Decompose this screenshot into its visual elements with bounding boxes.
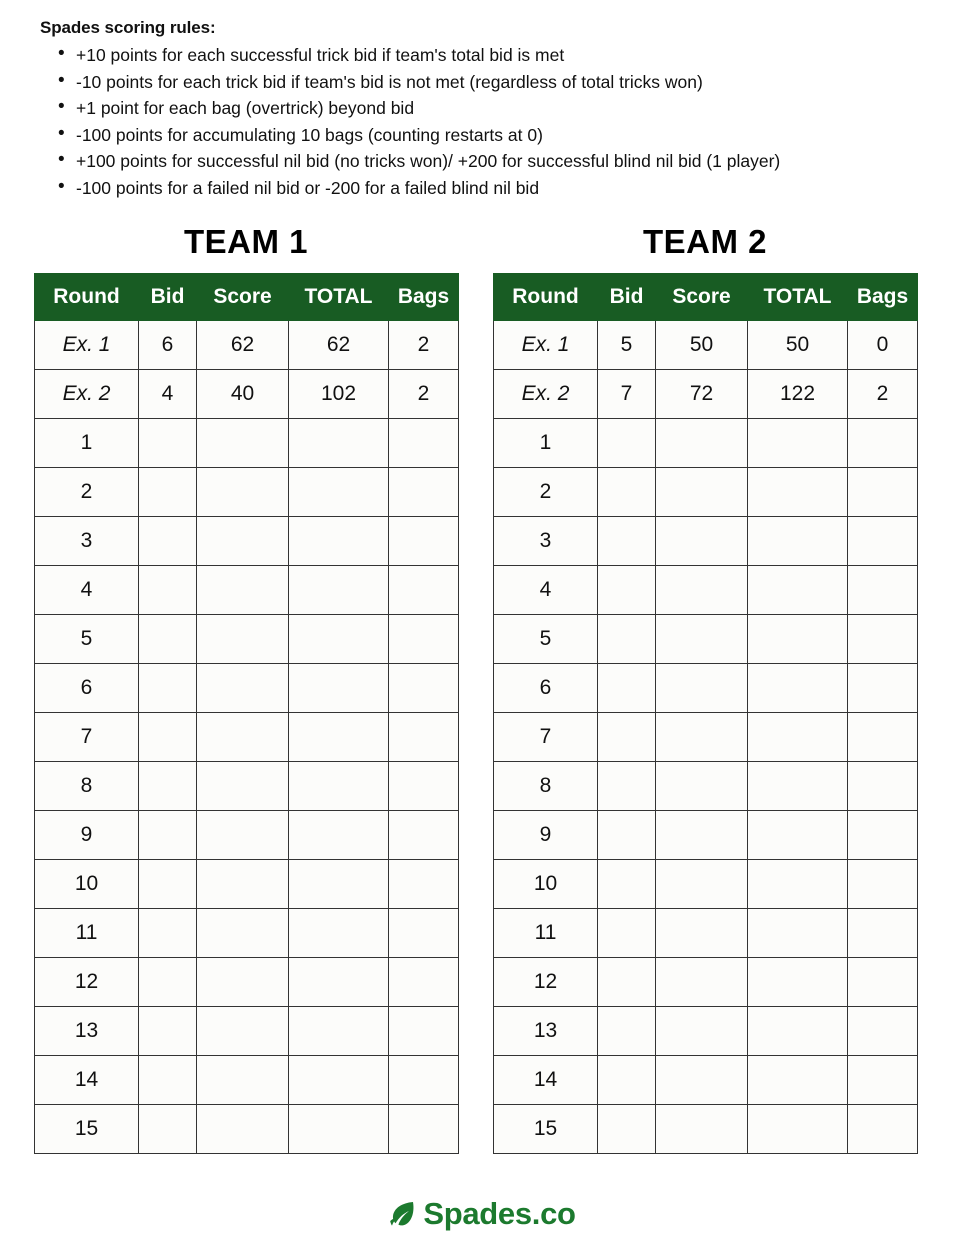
cell-bags[interactable] — [848, 664, 918, 713]
cell-bid[interactable] — [598, 860, 656, 909]
table-row — [494, 321, 918, 370]
cell-bags[interactable] — [389, 958, 459, 1007]
cell-round: 6 — [35, 664, 139, 713]
column-header-bags: Bags — [848, 274, 918, 321]
table-row — [35, 909, 459, 958]
table-row — [494, 713, 918, 762]
cell-bid[interactable] — [139, 958, 197, 1007]
cell-total[interactable] — [748, 566, 848, 615]
cell-round: 3 — [494, 517, 598, 566]
table-row — [494, 517, 918, 566]
cell-round: Ex. 2 — [494, 370, 598, 419]
table-row — [494, 1007, 918, 1056]
cell-bid[interactable] — [598, 566, 656, 615]
cell-bid[interactable] — [139, 909, 197, 958]
cell-round: Ex. 2 — [35, 370, 139, 419]
cell-score[interactable] — [656, 664, 748, 713]
team-2-rows — [494, 321, 918, 1154]
cell-bags[interactable] — [848, 909, 918, 958]
cell-bags[interactable] — [389, 468, 459, 517]
cell-score[interactable] — [197, 664, 289, 713]
cell-score[interactable]: 62 — [197, 321, 289, 370]
cell-bid[interactable] — [598, 909, 656, 958]
team-2-block — [493, 223, 917, 1154]
cell-total[interactable] — [289, 1105, 389, 1154]
cell-bid[interactable] — [139, 1105, 197, 1154]
table-row — [494, 1105, 918, 1154]
cell-bid[interactable] — [598, 664, 656, 713]
spade-leaf-icon — [390, 1200, 416, 1228]
cell-bid[interactable] — [139, 762, 197, 811]
cell-total[interactable] — [748, 811, 848, 860]
cell-bags[interactable] — [848, 811, 918, 860]
cell-bid[interactable] — [598, 1105, 656, 1154]
column-header-score: Score — [197, 274, 289, 321]
cell-bid[interactable] — [139, 664, 197, 713]
cell-bags[interactable] — [389, 1105, 459, 1154]
table-row — [494, 811, 918, 860]
team-1-score-table — [34, 273, 459, 1154]
cell-score[interactable] — [656, 468, 748, 517]
table-row — [494, 419, 918, 468]
table-row — [35, 762, 459, 811]
cell-bags[interactable] — [848, 468, 918, 517]
cell-bid[interactable] — [139, 811, 197, 860]
cell-total[interactable] — [748, 909, 848, 958]
table-row — [35, 811, 459, 860]
cell-bags[interactable] — [848, 958, 918, 1007]
cell-bid[interactable] — [139, 566, 197, 615]
cell-bid[interactable] — [139, 517, 197, 566]
table-row — [35, 860, 459, 909]
table-row — [494, 664, 918, 713]
cell-score[interactable] — [656, 517, 748, 566]
cell-bags[interactable] — [848, 860, 918, 909]
cell-bid[interactable]: 7 — [598, 370, 656, 419]
table-row — [35, 664, 459, 713]
cell-total[interactable] — [289, 517, 389, 566]
cell-bags[interactable] — [389, 419, 459, 468]
cell-score[interactable] — [656, 713, 748, 762]
cell-round: 13 — [494, 1007, 598, 1056]
cell-bags[interactable] — [848, 566, 918, 615]
cell-score[interactable] — [197, 811, 289, 860]
cell-score[interactable] — [656, 1105, 748, 1154]
rule-item: • +1 point for each bag (overtrick) beyond bid — [74, 95, 932, 122]
table-row — [35, 517, 459, 566]
cell-bid[interactable]: 4 — [139, 370, 197, 419]
cell-round: 5 — [494, 615, 598, 664]
cell-total[interactable] — [748, 419, 848, 468]
column-header-round: Round — [494, 274, 598, 321]
cell-score[interactable] — [656, 860, 748, 909]
cell-score[interactable] — [656, 615, 748, 664]
cell-bid[interactable] — [598, 958, 656, 1007]
cell-total[interactable] — [289, 713, 389, 762]
cell-bid[interactable] — [598, 615, 656, 664]
cell-bags[interactable] — [848, 1056, 918, 1105]
cell-total[interactable] — [748, 860, 848, 909]
cell-bid[interactable] — [139, 860, 197, 909]
cell-round: 15 — [35, 1105, 139, 1154]
cell-bags[interactable] — [848, 713, 918, 762]
team-1-block — [34, 223, 458, 1154]
cell-round: 8 — [494, 762, 598, 811]
table-row — [494, 615, 918, 664]
table-row — [494, 370, 918, 419]
cell-score[interactable] — [656, 909, 748, 958]
cell-score[interactable] — [197, 419, 289, 468]
table-row — [35, 958, 459, 1007]
cell-bid[interactable] — [139, 713, 197, 762]
table-row — [494, 958, 918, 1007]
table-row — [35, 370, 459, 419]
cell-score[interactable] — [656, 811, 748, 860]
cell-total[interactable] — [289, 468, 389, 517]
cell-round: 7 — [35, 713, 139, 762]
cell-score[interactable] — [656, 566, 748, 615]
cell-bags[interactable] — [848, 1007, 918, 1056]
cell-score[interactable] — [197, 1105, 289, 1154]
cell-score[interactable] — [197, 909, 289, 958]
cell-bags[interactable] — [389, 1007, 459, 1056]
column-header-bags: Bags — [389, 274, 459, 321]
cell-bid[interactable]: 6 — [139, 321, 197, 370]
table-row — [35, 1105, 459, 1154]
rules-title: Spades scoring rules: — [40, 18, 216, 37]
cell-bid[interactable] — [598, 468, 656, 517]
cell-round: 15 — [494, 1105, 598, 1154]
cell-bid[interactable] — [598, 419, 656, 468]
cell-round: Ex. 1 — [35, 321, 139, 370]
cell-bags[interactable]: 2 — [389, 321, 459, 370]
cell-total[interactable] — [748, 958, 848, 1007]
column-header-bid: Bid — [139, 274, 197, 321]
table-row — [35, 468, 459, 517]
cell-score[interactable] — [197, 1007, 289, 1056]
table-row — [35, 1056, 459, 1105]
team-2-title: TEAM 2 — [642, 223, 767, 260]
cell-round: 2 — [35, 468, 139, 517]
cell-bid[interactable] — [139, 615, 197, 664]
cell-round: 5 — [35, 615, 139, 664]
cell-score[interactable] — [197, 615, 289, 664]
cell-score[interactable] — [197, 958, 289, 1007]
column-header-total: TOTAL — [289, 274, 389, 321]
cell-score[interactable] — [656, 958, 748, 1007]
teams-container — [34, 223, 932, 1154]
cell-round: 3 — [35, 517, 139, 566]
cell-round: 1 — [35, 419, 139, 468]
cell-score[interactable]: 50 — [656, 321, 748, 370]
table-row — [494, 1056, 918, 1105]
cell-total[interactable] — [289, 811, 389, 860]
rule-item: • -100 points for a failed nil bid or -200 for a failed blind nil bid — [74, 175, 932, 202]
cell-score[interactable] — [197, 860, 289, 909]
cell-bags[interactable] — [389, 615, 459, 664]
cell-bid[interactable] — [598, 713, 656, 762]
cell-bags[interactable]: 2 — [848, 370, 918, 419]
cell-bags[interactable]: 0 — [848, 321, 918, 370]
cell-total[interactable]: 122 — [748, 370, 848, 419]
cell-bags[interactable] — [848, 1105, 918, 1154]
cell-round: 14 — [35, 1056, 139, 1105]
cell-bags[interactable] — [848, 517, 918, 566]
table-row — [494, 860, 918, 909]
cell-total[interactable] — [289, 566, 389, 615]
logo-text: Spades.co — [423, 1196, 576, 1231]
cell-total[interactable] — [289, 860, 389, 909]
cell-bid[interactable] — [139, 1056, 197, 1105]
rule-item: • -10 points for each trick bid if team's bid is not met (regardless of total tricks won) — [74, 69, 932, 96]
cell-total[interactable] — [289, 1056, 389, 1105]
cell-round: 11 — [35, 909, 139, 958]
cell-bags[interactable]: 2 — [389, 370, 459, 419]
table-header-row — [494, 274, 918, 321]
cell-score[interactable] — [197, 468, 289, 517]
cell-total[interactable] — [289, 909, 389, 958]
cell-score[interactable] — [656, 762, 748, 811]
cell-bid[interactable] — [598, 1056, 656, 1105]
table-row — [35, 615, 459, 664]
rule-item: • -100 points for accumulating 10 bags (counting restarts at 0) — [74, 122, 932, 149]
table-row — [35, 321, 459, 370]
cell-bid[interactable] — [598, 762, 656, 811]
cell-total[interactable]: 102 — [289, 370, 389, 419]
cell-bags[interactable] — [848, 419, 918, 468]
cell-bid[interactable] — [598, 517, 656, 566]
table-row — [494, 762, 918, 811]
footer-logo — [0, 1196, 966, 1232]
cell-score[interactable] — [197, 566, 289, 615]
column-header-bid: Bid — [598, 274, 656, 321]
cell-total[interactable] — [748, 1105, 848, 1154]
column-header-round: Round — [35, 274, 139, 321]
cell-round: 10 — [494, 860, 598, 909]
cell-round: 8 — [35, 762, 139, 811]
cell-round: 7 — [494, 713, 598, 762]
cell-score[interactable] — [656, 419, 748, 468]
cell-total[interactable] — [289, 762, 389, 811]
cell-round: 9 — [494, 811, 598, 860]
cell-bid[interactable] — [598, 811, 656, 860]
cell-bid[interactable] — [598, 1007, 656, 1056]
table-row — [494, 566, 918, 615]
cell-round: 12 — [35, 958, 139, 1007]
column-header-total: TOTAL — [748, 274, 848, 321]
cell-bags[interactable] — [389, 664, 459, 713]
cell-total[interactable] — [748, 713, 848, 762]
cell-total[interactable] — [289, 958, 389, 1007]
cell-total[interactable] — [748, 1056, 848, 1105]
cell-round: 12 — [494, 958, 598, 1007]
cell-bid[interactable]: 5 — [598, 321, 656, 370]
cell-round: 1 — [494, 419, 598, 468]
cell-score[interactable] — [197, 1056, 289, 1105]
cell-bid[interactable] — [139, 468, 197, 517]
cell-total[interactable] — [748, 615, 848, 664]
cell-score[interactable] — [197, 762, 289, 811]
cell-round: 6 — [494, 664, 598, 713]
cell-total[interactable] — [289, 419, 389, 468]
cell-round: 10 — [35, 860, 139, 909]
cell-score[interactable] — [656, 1056, 748, 1105]
cell-score[interactable] — [656, 1007, 748, 1056]
cell-bags[interactable] — [389, 909, 459, 958]
cell-total[interactable] — [748, 1007, 848, 1056]
rule-item: • +100 points for successful nil bid (no tricks won)/ +200 for successful blind nil bid (1 player) — [74, 148, 932, 175]
cell-total[interactable] — [748, 664, 848, 713]
cell-bid[interactable] — [139, 419, 197, 468]
cell-bags[interactable] — [848, 615, 918, 664]
cell-bags[interactable] — [389, 811, 459, 860]
rules-list — [34, 42, 932, 201]
cell-bags[interactable] — [389, 762, 459, 811]
cell-round: Ex. 1 — [494, 321, 598, 370]
cell-bags[interactable] — [389, 1056, 459, 1105]
team-1-rows — [35, 321, 459, 1154]
cell-bags[interactable] — [389, 860, 459, 909]
cell-round: 9 — [35, 811, 139, 860]
cell-score[interactable]: 72 — [656, 370, 748, 419]
cell-total[interactable] — [289, 664, 389, 713]
table-row — [35, 419, 459, 468]
cell-bags[interactable] — [389, 566, 459, 615]
cell-total[interactable]: 50 — [748, 321, 848, 370]
cell-bid[interactable] — [139, 1007, 197, 1056]
cell-round: 13 — [35, 1007, 139, 1056]
team-1-title: TEAM 1 — [183, 223, 308, 260]
team-2-score-table — [493, 273, 918, 1154]
cell-round: 4 — [35, 566, 139, 615]
cell-bags[interactable] — [848, 762, 918, 811]
scoring-rules-section — [34, 18, 932, 201]
cell-score[interactable] — [197, 517, 289, 566]
table-row — [494, 468, 918, 517]
cell-score[interactable]: 40 — [197, 370, 289, 419]
rule-item: • +10 points for each successful trick bid if team's total bid is met — [74, 42, 932, 69]
cell-bags[interactable] — [389, 713, 459, 762]
table-row — [35, 1007, 459, 1056]
table-row — [494, 909, 918, 958]
table-row — [35, 713, 459, 762]
cell-total[interactable] — [748, 762, 848, 811]
table-header-row — [35, 274, 459, 321]
cell-total[interactable]: 62 — [289, 321, 389, 370]
cell-round: 2 — [494, 468, 598, 517]
cell-score[interactable] — [197, 713, 289, 762]
table-row — [35, 566, 459, 615]
cell-total[interactable] — [289, 1007, 389, 1056]
cell-total[interactable] — [289, 615, 389, 664]
cell-total[interactable] — [748, 468, 848, 517]
cell-round: 4 — [494, 566, 598, 615]
cell-round: 14 — [494, 1056, 598, 1105]
cell-total[interactable] — [748, 517, 848, 566]
cell-bags[interactable] — [389, 517, 459, 566]
cell-round: 11 — [494, 909, 598, 958]
column-header-score: Score — [656, 274, 748, 321]
